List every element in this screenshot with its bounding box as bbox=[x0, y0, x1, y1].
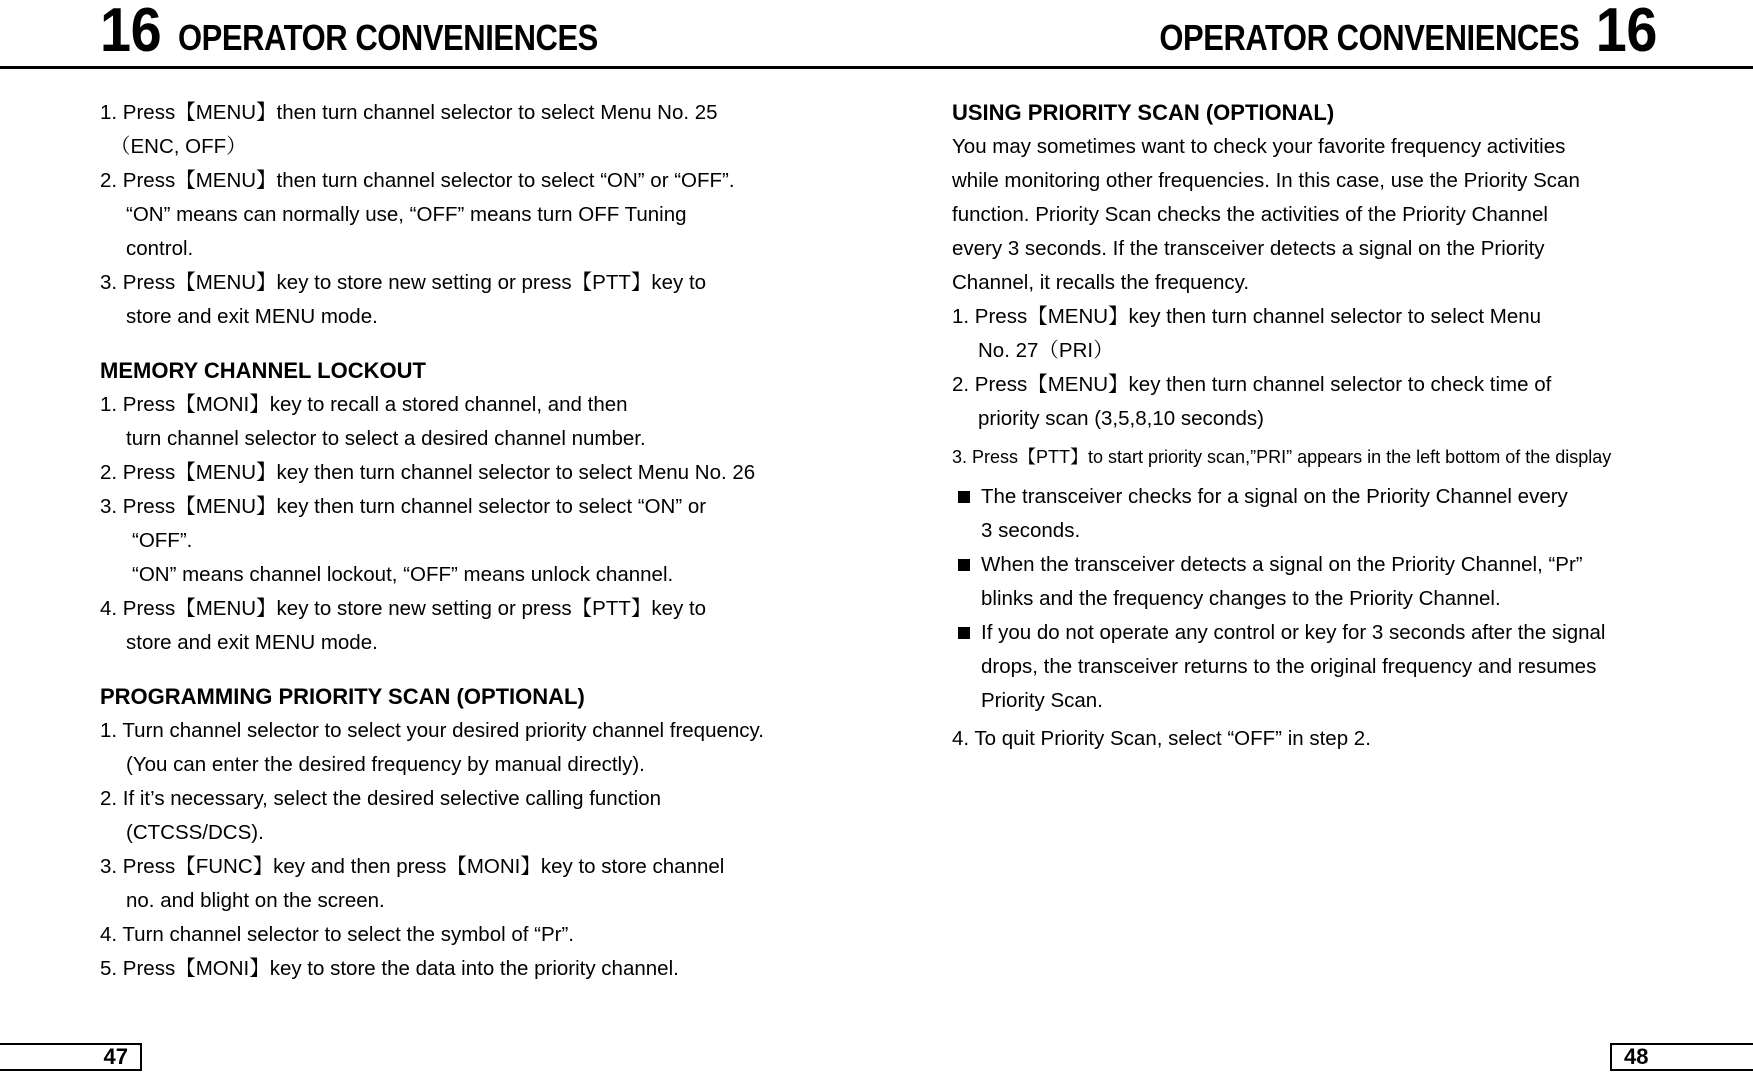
text-line: “OFF”. bbox=[132, 529, 193, 552]
text-line: priority scan (3,5,8,10 seconds) bbox=[978, 407, 1264, 430]
text-line: “ON” means channel lockout, “OFF” means unlock channel. bbox=[132, 563, 674, 586]
text-line: 4. Turn channel selector to select the symbol of “Pr”. bbox=[100, 923, 574, 946]
text-line: drops, the transceiver returns to the original frequency and resumes bbox=[981, 655, 1597, 678]
text-line: 1. Press【MONI】key to recall a stored channel, and then bbox=[100, 393, 628, 416]
text-line: 1. Press【MENU】then turn channel selector to select Menu No. 25 bbox=[100, 101, 718, 124]
text-line: 4. Press【MENU】key to store new setting or press【PTT】key to bbox=[100, 597, 707, 620]
page-number-47: 47 bbox=[0, 1043, 142, 1071]
text-line: 2. Press【MENU】then turn channel selector to select “ON” or “OFF”. bbox=[100, 169, 735, 192]
text-line: 3. Press【FUNC】key and then press【MONI】key to store channel bbox=[100, 855, 725, 878]
text-line: 4. To quit Priority Scan, select “OFF” in step 2. bbox=[952, 727, 1371, 750]
text-line: No. 27（PRI） bbox=[978, 339, 1114, 362]
text-line: 2. If it’s necessary, select the desired selective calling function bbox=[100, 787, 661, 810]
section-heading-lockout: MEMORY CHANNEL LOCKOUT bbox=[100, 358, 426, 383]
text-line: Priority Scan. bbox=[981, 689, 1103, 712]
bullet-item bbox=[952, 616, 1732, 718]
text-line: 2. Press【MENU】key then turn channel selector to select Menu No. 26 bbox=[100, 461, 756, 484]
text-line: When the transceiver detects a signal on the Priority Channel, “Pr” bbox=[981, 553, 1583, 576]
right-page-header bbox=[1091, 0, 1657, 65]
text-line: 3 seconds. bbox=[981, 519, 1081, 542]
text-line: control. bbox=[126, 237, 194, 260]
left-page-content bbox=[100, 96, 810, 986]
text-line: 5. Press【MONI】key to store the data into the priority channel. bbox=[100, 957, 679, 980]
text-line: If you do not operate any control or key for 3 seconds after the signal bbox=[981, 621, 1606, 644]
text-line: 3. Press【MENU】key then turn channel selector to select “ON” or bbox=[100, 495, 707, 518]
text-line: (CTCSS/DCS). bbox=[126, 821, 264, 844]
text-line: You may sometimes want to check your favorite frequency activities bbox=[952, 135, 1566, 158]
bullet-item bbox=[952, 480, 1732, 548]
text-line: blinks and the frequency changes to the Priority Channel. bbox=[981, 587, 1501, 610]
left-page-header bbox=[100, 0, 666, 65]
text-line: 3. Press【MENU】key to store new setting or press【PTT】key to bbox=[100, 271, 707, 294]
text-line: 3. Press【PTT】to start priority scan,”PRI” appears in the left bottom of the display bbox=[952, 447, 1612, 467]
header-rule bbox=[0, 66, 1753, 69]
text-line: every 3 seconds. If the transceiver detects a signal on the Priority bbox=[952, 237, 1545, 260]
text-line: (You can enter the desired frequency by manual directly). bbox=[126, 753, 645, 776]
text-line: “ON” means can normally use, “OFF” means turn OFF Tuning bbox=[126, 203, 687, 226]
text-line: 1. Turn channel selector to select your desired priority channel frequency. bbox=[100, 719, 764, 742]
text-line: while monitoring other frequencies. In this case, use the Priority Scan bbox=[952, 169, 1580, 192]
text-line: The transceiver checks for a signal on the Priority Channel every bbox=[981, 485, 1568, 508]
text-line: no. and blight on the screen. bbox=[126, 889, 385, 912]
text-line: Channel, it recalls the frequency. bbox=[952, 271, 1250, 294]
square-bullet-icon bbox=[958, 627, 970, 639]
left-chapter-title: OPERATOR CONVENIENCES bbox=[177, 17, 598, 58]
left-page-footer bbox=[0, 1042, 142, 1072]
square-bullet-icon bbox=[958, 491, 970, 503]
page-number-48: 48 bbox=[1610, 1043, 1753, 1071]
section-heading-using-priority-scan: USING PRIORITY SCAN (OPTIONAL) bbox=[952, 100, 1335, 125]
text-line: 2. Press【MENU】key then turn channel selector to check time of bbox=[952, 373, 1552, 396]
text-line: 1. Press【MENU】key then turn channel selector to select Menu bbox=[952, 305, 1542, 328]
bullet-item bbox=[952, 548, 1732, 616]
right-chapter-number: 16 bbox=[1595, 0, 1657, 65]
left-chapter-number: 16 bbox=[100, 0, 162, 65]
right-chapter-title: OPERATOR CONVENIENCES bbox=[1159, 17, 1580, 58]
text-line: function. Priority Scan checks the activities of the Priority Channel bbox=[952, 203, 1548, 226]
right-page-footer bbox=[1610, 1042, 1753, 1072]
text-line: （ENC, OFF） bbox=[110, 135, 247, 158]
right-page-content bbox=[952, 96, 1732, 756]
square-bullet-icon bbox=[958, 559, 970, 571]
section-heading-programming: PROGRAMMING PRIORITY SCAN (OPTIONAL) bbox=[100, 684, 585, 709]
text-line: store and exit MENU mode. bbox=[126, 631, 378, 654]
text-line: turn channel selector to select a desired channel number. bbox=[126, 427, 646, 450]
text-line: store and exit MENU mode. bbox=[126, 305, 378, 328]
